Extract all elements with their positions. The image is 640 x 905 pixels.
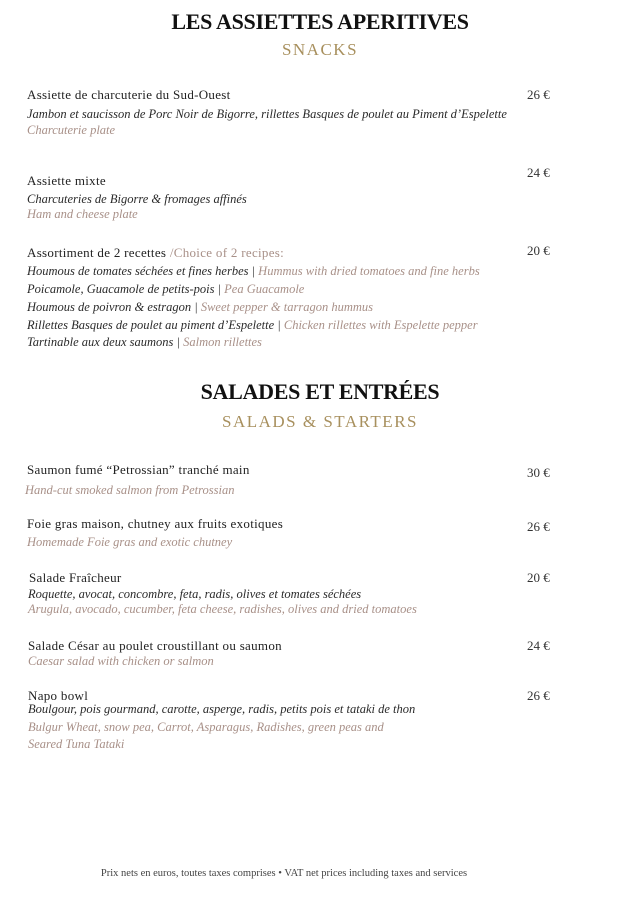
option-fr: Houmous de tomates séchées et fines herbes |	[27, 264, 259, 278]
option-line	[27, 335, 262, 350]
item-description-en: Arugula, avocado, cucumber, feta cheese, radishes, olives and dried tomatoes	[28, 602, 417, 616]
item-price: 20 €	[527, 243, 550, 258]
item-price: 30 €	[527, 465, 550, 480]
item-price: 24 €	[527, 165, 550, 180]
option-line	[27, 318, 478, 333]
item-name-en: /Choice of 2 recipes:	[169, 245, 285, 260]
item-name-line	[27, 245, 284, 261]
item-price: 26 €	[527, 87, 550, 102]
item-price: 26 €	[527, 519, 550, 534]
item-description-en: Caesar salad with chicken or salmon	[28, 654, 214, 668]
item-name: Salade Fraîcheur	[29, 570, 122, 585]
option-line	[27, 264, 480, 279]
section-title-snacks: LES ASSIETTES APERITIVES	[171, 9, 469, 34]
item-description-fr: Boulgour, pois gourmand, carotte, asperge, radis, petits pois et tataki de thon	[28, 702, 416, 716]
option-en: Pea Guacamole	[224, 282, 305, 296]
item-price: 24 €	[527, 638, 550, 653]
section-title-salads: SALADES ET ENTRÉES	[200, 379, 440, 404]
item-name: Assortiment de 2 recettes	[27, 245, 167, 260]
option-line	[27, 300, 373, 315]
item-name: Salade César au poulet croustillant ou saumon	[28, 638, 282, 653]
item-name: Saumon fumé “Petrossian” tranché main	[27, 462, 250, 477]
option-line	[27, 282, 304, 297]
item-price: 26 €	[527, 688, 550, 703]
item-name: Assiette mixte	[27, 173, 106, 188]
item-description-fr: Jambon et saucisson de Porc Noir de Bigorre, rillettes Basques de poulet au Piment d’Espelette	[27, 107, 507, 121]
item-description-en: Ham and cheese plate	[27, 207, 138, 221]
option-en: Chicken rillettes with Espelette pepper	[283, 318, 478, 332]
item-description-fr: Roquette, avocat, concombre, feta, radis, olives et tomates séchées	[28, 587, 362, 601]
option-fr: Tartinable aux deux saumons |	[27, 335, 184, 349]
item-name: Assiette de charcuterie du Sud-Ouest	[27, 87, 231, 102]
section-subtitle-snacks: SNACKS	[281, 40, 359, 59]
item-name: Napo bowl	[28, 688, 89, 703]
section-subtitle-salads: SALADS & STARTERS	[222, 412, 418, 431]
option-en: Hummus with dried tomatoes and fine herbs	[258, 264, 480, 278]
item-description-en: Hand-cut smoked salmon from Petrossian	[25, 483, 235, 497]
item-description-en: Bulgur Wheat, snow pea, Carrot, Asparagus, Radishes, green peas and	[28, 720, 384, 734]
item-description-en: Charcuterie plate	[27, 123, 116, 137]
item-description-en: Homemade Foie gras and exotic chutney	[27, 535, 233, 549]
option-en: Salmon rillettes	[183, 335, 262, 349]
option-en: Sweet pepper & tarragon hummus	[200, 300, 374, 314]
item-description-fr: Charcuteries de Bigorre & fromages affinés	[27, 192, 247, 206]
option-fr: Houmous de poivron & estragon |	[27, 300, 201, 314]
item-description-en: Seared Tuna Tataki	[28, 737, 125, 751]
option-fr: Rillettes Basques de poulet au piment d’Espelette |	[27, 318, 284, 332]
footer-note: Prix nets en euros, toutes taxes comprises • VAT net prices including taxes and services	[100, 868, 468, 879]
item-price: 20 €	[527, 570, 550, 585]
item-name: Foie gras maison, chutney aux fruits exotiques	[27, 516, 284, 531]
option-fr: Poicamole, Guacamole de petits-pois |	[27, 282, 225, 296]
